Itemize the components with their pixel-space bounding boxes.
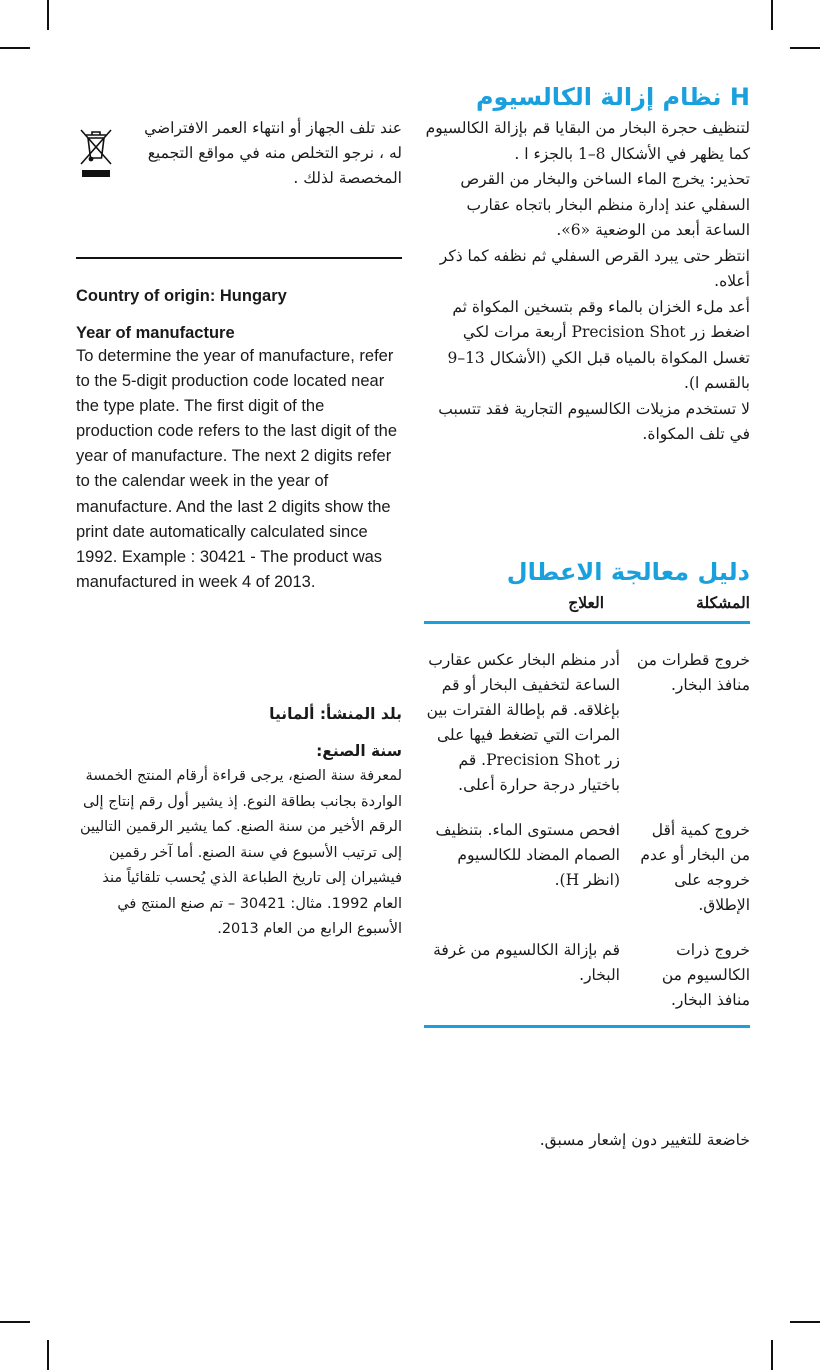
year-of-manufacture-body-ar: لمعرفة سنة الصنع، يرجى قراءة أرقام المنتج الخمسة الواردة بجانب بطاقة النوع. إذ يشير أول رقم إنتاج إلى الرقم الأخير من سنة الصنع. كما يشير الرقمين التاليين إلى ترتيب الأسبوع في سنة الصنع. أما آخر رقمين فيشيران إلى تاريخ الطباعة الذي يُحسب تلقائياً منذ العام 1992. مثال: 30421 – تم صنع المنتج في الأسبوع الرابع من العام 2013. bbox=[79, 768, 402, 937]
calc-warning: تحذير: يخرج الماء الساخن والبخار من القرص السفلي عند إدارة منظم البخار باتجاه عقارب الساعة أبعد من الوضعية «6». bbox=[460, 170, 750, 239]
table-row bbox=[424, 818, 750, 918]
remedy-cell: أدر منظم البخار عكس عقارب الساعة لتخفيف البخار أو قم بإغلاقه. قم بإطالة الفترات بين المرات التي تضغط فيها على زر Precision Shot. قم باختيار درجة حرارة أعلى. bbox=[426, 651, 620, 794]
troubleshooting-table-body bbox=[424, 648, 750, 1013]
crop-mark bbox=[771, 0, 773, 30]
table-row bbox=[424, 648, 750, 798]
footnote-subject-to-change: خاضعة للتغيير دون إشعار مسبق. bbox=[539, 1131, 750, 1149]
troubleshooting-title: دليل معالجة الاعطال bbox=[506, 558, 750, 586]
country-of-origin-ar: بلد المنشأ: ألمانيا bbox=[269, 705, 402, 723]
crop-mark bbox=[790, 1321, 820, 1323]
problem-cell: خروج قطرات من منافذ البخار. bbox=[636, 651, 750, 694]
table-row bbox=[424, 938, 750, 1013]
troubleshooting-section bbox=[424, 555, 750, 1028]
column-header-problem: المشكلة bbox=[696, 593, 750, 612]
crossed-out-wheelie-bin-icon bbox=[78, 126, 114, 178]
problem-cell: خروج كمية أقل من البخار أو عدم خروجه على الإطلاق. bbox=[640, 821, 750, 914]
troubleshooting-table-header bbox=[424, 591, 750, 617]
disposal-text: عند تلف الجهاز أو انتهاء العمر الافتراضي له ، نرجو التخلص منه في مواقع التجميع المخصصة لذلك . bbox=[144, 119, 402, 187]
year-of-manufacture-heading-ar: سنة الصنع: bbox=[316, 742, 402, 760]
country-of-origin-en: Country of origin: Hungary bbox=[76, 287, 287, 305]
calc-paragraph: لا تستخدم مزيلات الكالسيوم التجارية فقد تتسبب في تلف المكواة. bbox=[438, 399, 750, 443]
crop-mark bbox=[790, 47, 820, 49]
calc-section-title: H نظام إزالة الكالسيوم bbox=[475, 83, 750, 111]
crop-mark bbox=[47, 1340, 49, 1370]
year-of-manufacture-heading-en: Year of manufacture bbox=[76, 324, 235, 342]
problem-cell: خروج ذرات الكالسيوم من منافذ البخار. bbox=[661, 941, 750, 1009]
column-header-remedy: العلاج bbox=[568, 593, 604, 612]
calc-paragraph: أعد ملء الخزان بالماء وقم بتسخين المكواة ثم اضغط زر Precision Shot أربعة مرات لكي تغسل المكواة بالمياه قبل الكي (الأشكال 13–9 بالقسم ا). bbox=[447, 297, 750, 392]
calc-section-header bbox=[424, 80, 750, 114]
crop-mark bbox=[0, 47, 30, 49]
english-origin-block bbox=[76, 285, 402, 595]
divider bbox=[76, 257, 402, 259]
crop-mark bbox=[0, 1321, 30, 1323]
table-header-rule bbox=[424, 621, 750, 624]
crop-mark bbox=[771, 1340, 773, 1370]
calc-paragraph: انتظر حتى يبرد القرص السفلي ثم نظفه كما ذكر أعلاه. bbox=[439, 246, 750, 290]
table-bottom-rule bbox=[424, 1025, 750, 1028]
arabic-origin-block bbox=[76, 703, 402, 943]
calc-section-body bbox=[424, 116, 750, 448]
remedy-cell: قم بإزالة الكالسيوم من غرفة البخار. bbox=[433, 941, 620, 984]
year-of-manufacture-body-en: To determine the year of manufacture, refer to the 5-digit production code located near the type plate. The first digit of the production code refers to the last digit of the year of manufacture. The next 2 digits refer to the calendar week in the year of manufacture. And the last 2 digits show the print date automatically calculated since 1992. Example : 30421 - The product was manufactured in week 4 of 2013. bbox=[76, 347, 398, 591]
remedy-cell: افحص مستوى الماء. بتنظيف الصمام المضاد للكالسيوم (انظر H). bbox=[435, 821, 620, 889]
crop-mark bbox=[47, 0, 49, 30]
calc-paragraph: لتنظيف حجرة البخار من البقايا قم بإزالة الكالسيوم كما يظهر في الأشكال 8–1 بالجزء ا . bbox=[425, 119, 750, 163]
